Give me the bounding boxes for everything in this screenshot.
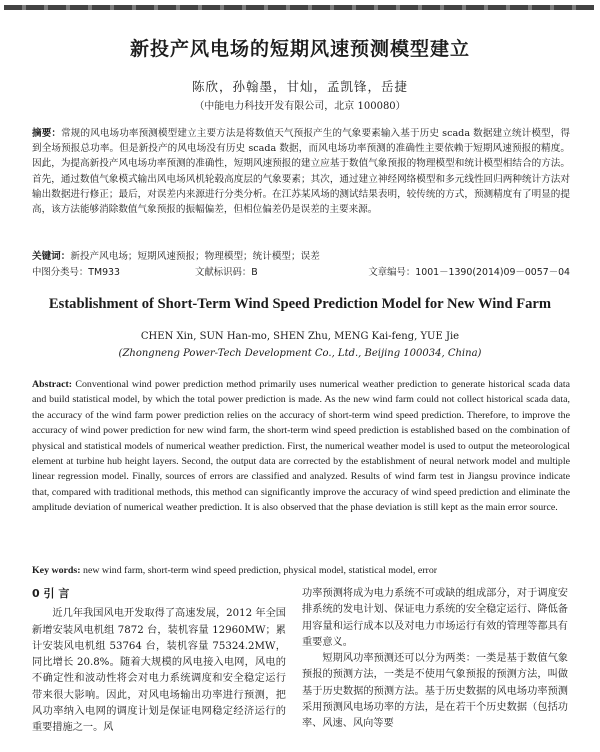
chinese-keywords [32, 248, 570, 262]
chinese-abstract-text: 常规的风电场功率预测模型建立主要方法是将数值天气预报产生的气象要素输入基于历史 scada 数据建立统计模型，得到全场预报总功率。但是新投产的风电场没有历史 scada 数据，而风电场功率预测的准确性主要依赖于短期风速预报的精度。因此，为提高新投产风电场功率预测的准确性，短期风速预报的建立应基于数值气象预报的物理模型和统计模型相结合的方法。首先，通过数值气象模式输出风电场风机轮毂高度层的气象要素；其次，通过建立神经网络模型和多元线性回归两种统计方法对输出数据进行修正；最后，对误差内来源进行分类分析。在江苏某风场的测试结果表明，较传统的方式，预测精度有了明显的提高，该方法能够消除数值气象预报的振幅偏差，但相位偏差仍是误差的主要来源。 [32, 128, 570, 216]
body-paragraph: 功率预测将成为电力系统不可或缺的组成部分，对于调度安排系统的发电计划、保证电力系统的安全稳定运行、降低备用容量和运行成本以及对电力市场运行有效的管理等都具有重要意义。 [302, 588, 568, 648]
english-affiliation: (Zhongneng Power-Tech Development Co., Ltd., Beijing 100034, China) [118, 348, 482, 359]
clc-number: 中图分类号：TM933 [32, 267, 120, 278]
chinese-title: 新投产风电场的短期风速预测模型建立 [129, 38, 470, 60]
english-abstract-text: Conventional wind power prediction method primarily uses numerical weather prediction to generate historical scada data and build statistical model, by which the total power prediction is made. As the new wind farm could not collect historical scada data, the accuracy of the wind farm power prediction relies on the accuracy of short-term wind speed prediction. Therefore, to improve the accuracy of wind power prediction for new wind farm, the short-term wind speed prediction is established based on the combination of physical and statistical models of numerical weather prediction. First, the numerical weather model is used to output the meteorological element at turbine hub height layers. Second, the output data are corrected by the establishment of neural network model and multiple linear regression model. Finally, sources of errors are classified and analyzed. Results of wind farm test in Jiangsu province indicate that, compared with traditional methods, this method can significantly improve the accuracy of wind speed prediction and eliminate the amplitude deviation of numerical weather prediction. It is also observed that the phase deviation is still kept as the main error source. [32, 379, 570, 514]
english-abstract [32, 377, 570, 516]
english-keywords [32, 565, 570, 576]
chinese-keywords-text: 新投产风电场；短期风速预报；物理模型；统计模型；误差 [70, 251, 320, 262]
chinese-affiliation: （中能电力科技开发有限公司，北京 100080） [194, 101, 406, 112]
english-title: Establishment of Short-Term Wind Speed Prediction Model for New Wind Farm [48, 296, 552, 312]
chinese-keywords-label: 关键词： [32, 251, 71, 262]
body-left-column [32, 586, 286, 737]
english-keywords-text: new wind farm, short-term wind speed prediction, physical model, statistical model, error [80, 565, 438, 576]
body-right-column [302, 586, 568, 733]
english-authors: CHEN Xin, SUN Han-mo, SHEN Zhu, MENG Kai-feng, YUE Jie [140, 331, 460, 342]
chinese-abstract [32, 126, 570, 217]
document-code: 文献标识码：B [195, 267, 258, 278]
section-heading: 0 引 言 [32, 587, 70, 600]
chinese-abstract-label: 摘要： [32, 128, 62, 139]
article-number: 文章编号：1001－1390(2014)09－0057－04 [368, 267, 570, 278]
chinese-authors: 陈欣，孙翰墨，甘灿，孟凯锋，岳捷 [191, 79, 408, 94]
header-rule [4, 5, 594, 10]
english-keywords-label: Key words: [32, 565, 81, 576]
body-paragraph: 短期风功率预测还可以分为两类：一类是基于数值气象预报的预测方法，一类是不使用气象预报的预测方法，叫做基于历史数据的预测方法。基于历史数据的风电场功率预测采用预测风电场功率的方法，是在若干个历史数据（包括功率、风速、风向等要 [302, 653, 568, 730]
body-paragraph: 近几年我国风电开发取得了高速发展，2012 年全国新增安装风电机组 7872 台，装机容量 12960MW；累计安装风电机组 53764 台，装机容量 75324.2MW，同比增长 20.8%。随着大规模的风电接入电网，风电的不确定性和波动性将会对电力系统调度和安全稳定运行带来很大影响。因此，对风电场输出功率进行预测，把风功率纳入电网的调度计划是保证电网稳定经济运行的重要措施之一。风 [32, 608, 286, 734]
english-abstract-label: Abstract: [32, 379, 73, 390]
